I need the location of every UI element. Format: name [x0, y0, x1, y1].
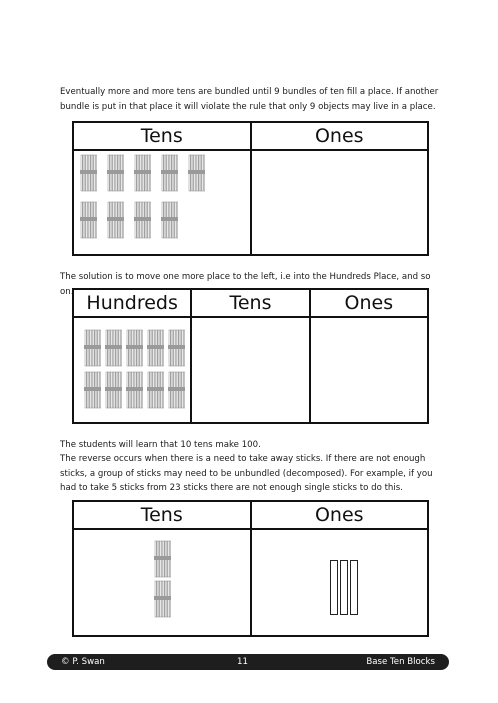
table-header — [74, 290, 427, 318]
bundle-of-ten-icon — [154, 540, 171, 578]
page-footer — [47, 654, 449, 670]
column-header-ones: Ones — [309, 290, 427, 316]
column-header-ones: Ones — [250, 502, 428, 528]
table-header — [74, 502, 427, 530]
tens-cell — [74, 151, 250, 254]
ones-cell — [250, 151, 428, 254]
paragraph-bundling: Eventually more and more tens are bundled until 9 bundles of ten fill a place. If another bundle is put in that place it will violate the rule that only 9 objects may live in a place. — [60, 87, 439, 112]
place-value-table-3 — [72, 500, 429, 637]
bundle-of-ten-icon — [105, 329, 122, 367]
ones-cell — [309, 318, 427, 422]
tens-cell — [74, 530, 250, 635]
tens-cell — [190, 318, 308, 422]
column-header-tens: Tens — [140, 125, 183, 147]
column-header-tens: Tens — [140, 504, 183, 526]
bundle-of-ten-icon — [134, 154, 151, 192]
bundle-of-ten-icon — [80, 154, 97, 192]
bundle-of-ten-icon — [147, 371, 164, 409]
bundle-of-ten-icon — [154, 580, 171, 618]
bundle-of-ten-icon — [107, 154, 124, 192]
hundreds-cell — [74, 318, 190, 422]
bundle-of-ten-icon — [84, 329, 101, 367]
column-header-ones: Ones — [250, 123, 428, 149]
bundle-of-ten-icon — [126, 329, 143, 367]
footer-page-number: 11 — [237, 657, 248, 667]
bundle-of-ten-icon — [84, 371, 101, 409]
footer-title: Base Ten Blocks — [366, 657, 435, 667]
bundle-of-ten-icon — [168, 329, 185, 367]
place-value-table-2 — [72, 288, 429, 424]
bundle-of-ten-icon — [80, 201, 97, 239]
column-header-tens: Tens — [190, 290, 308, 316]
paragraph-unbundling: The reverse occurs when there is a need to take away sticks. If there are not enough sticks, a group of sticks may need to be unbundled (decomposed). For example, if you had to take 5 sticks from 23 sticks there are not enough single sticks to do this. — [60, 454, 433, 493]
single-stick-icon — [340, 560, 348, 615]
table-header — [74, 123, 427, 151]
bundle-of-ten-icon — [107, 201, 124, 239]
ones-cell — [250, 530, 428, 635]
bundle-of-ten-icon — [126, 371, 143, 409]
footer-author: © P. Swan — [61, 657, 105, 667]
bundle-of-ten-icon — [147, 329, 164, 367]
single-stick-icon — [330, 560, 338, 615]
single-stick-icon — [350, 560, 358, 615]
paragraph-ten-tens: The students will learn that 10 tens make 100. — [60, 440, 261, 450]
bundle-of-ten-icon — [188, 154, 205, 192]
bundle-of-ten-icon — [168, 371, 185, 409]
bundle-of-ten-icon — [161, 154, 178, 192]
bundle-of-ten-icon — [105, 371, 122, 409]
bundle-of-ten-icon — [161, 201, 178, 239]
place-value-table-1 — [72, 121, 429, 256]
bundle-of-ten-icon — [134, 201, 151, 239]
paragraph-solution: The solution is to move one more place to the left, i.e into the Hundreds Place, and so on. — [60, 272, 431, 297]
column-header-hundreds: Hundreds — [86, 292, 178, 314]
